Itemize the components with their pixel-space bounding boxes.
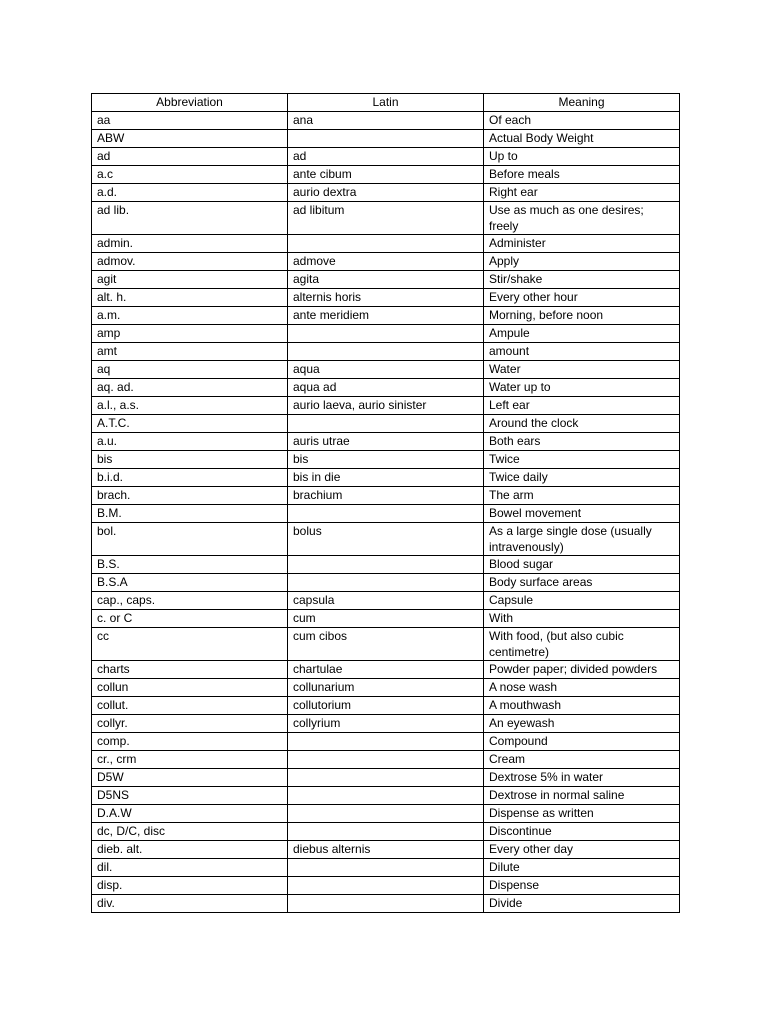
meaning-cell: With (484, 610, 680, 628)
table-row (92, 592, 680, 610)
meaning-cell: Morning, before noon (484, 307, 680, 325)
table-row (92, 841, 680, 859)
table-row (92, 235, 680, 253)
abbreviation-cell: agit (92, 271, 288, 289)
abbreviation-cell: disp. (92, 877, 288, 895)
abbreviation-table (91, 93, 680, 913)
abbreviation-cell: D.A.W (92, 805, 288, 823)
header-meaning: Meaning (484, 94, 680, 112)
latin-cell: capsula (288, 592, 484, 610)
meaning-cell: Left ear (484, 397, 680, 415)
meaning-cell: Discontinue (484, 823, 680, 841)
latin-cell: alternis horis (288, 289, 484, 307)
abbreviation-cell: dil. (92, 859, 288, 877)
latin-cell: collutorium (288, 697, 484, 715)
table-row (92, 271, 680, 289)
table-row (92, 859, 680, 877)
header-abbreviation: Abbreviation (92, 94, 288, 112)
meaning-cell: Dextrose in normal saline (484, 787, 680, 805)
latin-cell (288, 556, 484, 574)
table-row (92, 823, 680, 841)
table-row (92, 661, 680, 679)
table-header-row (92, 94, 680, 112)
table-row (92, 451, 680, 469)
table-row (92, 610, 680, 628)
meaning-cell: Dispense (484, 877, 680, 895)
meaning-cell: amount (484, 343, 680, 361)
latin-cell: ad libitum (288, 202, 484, 235)
meaning-cell: Twice daily (484, 469, 680, 487)
meaning-cell: Before meals (484, 166, 680, 184)
latin-cell: admove (288, 253, 484, 271)
latin-cell (288, 751, 484, 769)
abbreviation-cell: c. or C (92, 610, 288, 628)
abbreviation-cell: a.l., a.s. (92, 397, 288, 415)
table-row (92, 130, 680, 148)
latin-cell: brachium (288, 487, 484, 505)
table-row (92, 574, 680, 592)
table-row (92, 397, 680, 415)
meaning-cell: A nose wash (484, 679, 680, 697)
abbreviation-cell: B.S. (92, 556, 288, 574)
table-row (92, 679, 680, 697)
latin-cell (288, 895, 484, 913)
latin-cell (288, 325, 484, 343)
abbreviation-cell: cap., caps. (92, 592, 288, 610)
table-row (92, 112, 680, 130)
meaning-cell: Divide (484, 895, 680, 913)
abbreviation-cell: alt. h. (92, 289, 288, 307)
meaning-cell: Actual Body Weight (484, 130, 680, 148)
table-row (92, 556, 680, 574)
abbreviation-cell: D5NS (92, 787, 288, 805)
abbreviation-cell: collyr. (92, 715, 288, 733)
abbreviation-cell: a.c (92, 166, 288, 184)
table-row (92, 343, 680, 361)
abbreviation-cell: ad (92, 148, 288, 166)
abbreviation-cell: amp (92, 325, 288, 343)
table-row (92, 769, 680, 787)
latin-cell: aqua (288, 361, 484, 379)
latin-cell (288, 823, 484, 841)
abbreviation-cell: ABW (92, 130, 288, 148)
latin-cell: cum cibos (288, 628, 484, 661)
table-row (92, 148, 680, 166)
latin-cell (288, 574, 484, 592)
abbreviation-cell: cr., crm (92, 751, 288, 769)
table-row (92, 787, 680, 805)
latin-cell: chartulae (288, 661, 484, 679)
latin-cell: collyrium (288, 715, 484, 733)
table-row (92, 505, 680, 523)
meaning-cell: Capsule (484, 592, 680, 610)
meaning-cell: Administer (484, 235, 680, 253)
meaning-cell: Water (484, 361, 680, 379)
latin-cell: ante meridiem (288, 307, 484, 325)
table-row (92, 523, 680, 556)
latin-cell (288, 877, 484, 895)
abbreviation-cell: b.i.d. (92, 469, 288, 487)
meaning-cell: Stir/shake (484, 271, 680, 289)
latin-cell (288, 769, 484, 787)
meaning-cell: The arm (484, 487, 680, 505)
abbreviation-cell: A.T.C. (92, 415, 288, 433)
abbreviation-cell: aq. ad. (92, 379, 288, 397)
abbreviation-cell: charts (92, 661, 288, 679)
table-row (92, 805, 680, 823)
abbreviation-cell: aa (92, 112, 288, 130)
table-row (92, 325, 680, 343)
meaning-cell: Water up to (484, 379, 680, 397)
latin-cell: cum (288, 610, 484, 628)
abbreviation-cell: aq (92, 361, 288, 379)
meaning-cell: Both ears (484, 433, 680, 451)
abbreviation-cell: ad lib. (92, 202, 288, 235)
meaning-cell: Dilute (484, 859, 680, 877)
abbreviation-cell: comp. (92, 733, 288, 751)
meaning-cell: Around the clock (484, 415, 680, 433)
meaning-cell: Twice (484, 451, 680, 469)
table-row (92, 184, 680, 202)
table-row (92, 895, 680, 913)
table-row (92, 433, 680, 451)
meaning-cell: Bowel movement (484, 505, 680, 523)
meaning-cell: Dextrose 5% in water (484, 769, 680, 787)
table-row (92, 307, 680, 325)
table-row (92, 361, 680, 379)
meaning-cell: An eyewash (484, 715, 680, 733)
abbreviation-cell: B.M. (92, 505, 288, 523)
latin-cell (288, 130, 484, 148)
table-row (92, 379, 680, 397)
meaning-cell: Ampule (484, 325, 680, 343)
abbreviation-cell: admov. (92, 253, 288, 271)
abbreviation-cell: amt (92, 343, 288, 361)
meaning-cell: Right ear (484, 184, 680, 202)
meaning-cell: As a large single dose (usually intravenously) (484, 523, 680, 556)
table-row (92, 697, 680, 715)
table-row (92, 715, 680, 733)
latin-cell: aqua ad (288, 379, 484, 397)
latin-cell: ana (288, 112, 484, 130)
table-row (92, 166, 680, 184)
latin-cell (288, 733, 484, 751)
abbreviation-cell: dc, D/C, disc (92, 823, 288, 841)
table-row (92, 469, 680, 487)
latin-cell: bolus (288, 523, 484, 556)
latin-cell: agita (288, 271, 484, 289)
abbreviation-cell: cc (92, 628, 288, 661)
latin-cell (288, 787, 484, 805)
table-row (92, 253, 680, 271)
latin-cell: collunarium (288, 679, 484, 697)
latin-cell: bis (288, 451, 484, 469)
abbreviation-cell: bol. (92, 523, 288, 556)
meaning-cell: Blood sugar (484, 556, 680, 574)
latin-cell (288, 805, 484, 823)
table-row (92, 751, 680, 769)
abbreviation-cell: a.u. (92, 433, 288, 451)
table-body (92, 112, 680, 913)
latin-cell: bis in die (288, 469, 484, 487)
table-row (92, 415, 680, 433)
abbreviation-cell: brach. (92, 487, 288, 505)
table-row (92, 877, 680, 895)
latin-cell: diebus alternis (288, 841, 484, 859)
meaning-cell: Use as much as one desires; freely (484, 202, 680, 235)
abbreviation-cell: collun (92, 679, 288, 697)
abbreviation-cell: collut. (92, 697, 288, 715)
abbreviation-cell: a.d. (92, 184, 288, 202)
table-row (92, 202, 680, 235)
meaning-cell: With food, (but also cubic centimetre) (484, 628, 680, 661)
abbreviation-cell: dieb. alt. (92, 841, 288, 859)
abbreviation-cell: B.S.A (92, 574, 288, 592)
table-row (92, 289, 680, 307)
latin-cell (288, 505, 484, 523)
table-row (92, 487, 680, 505)
abbreviation-cell: a.m. (92, 307, 288, 325)
latin-cell (288, 859, 484, 877)
meaning-cell: Powder paper; divided powders (484, 661, 680, 679)
abbreviation-cell: bis (92, 451, 288, 469)
abbreviation-cell: D5W (92, 769, 288, 787)
table-row (92, 628, 680, 661)
latin-cell (288, 415, 484, 433)
meaning-cell: A mouthwash (484, 697, 680, 715)
meaning-cell: Apply (484, 253, 680, 271)
latin-cell (288, 235, 484, 253)
meaning-cell: Every other day (484, 841, 680, 859)
meaning-cell: Dispense as written (484, 805, 680, 823)
meaning-cell: Of each (484, 112, 680, 130)
header-latin: Latin (288, 94, 484, 112)
latin-cell: aurio dextra (288, 184, 484, 202)
latin-cell (288, 343, 484, 361)
meaning-cell: Every other hour (484, 289, 680, 307)
latin-cell: ad (288, 148, 484, 166)
latin-cell: aurio laeva, aurio sinister (288, 397, 484, 415)
meaning-cell: Cream (484, 751, 680, 769)
table-row (92, 733, 680, 751)
meaning-cell: Up to (484, 148, 680, 166)
meaning-cell: Compound (484, 733, 680, 751)
meaning-cell: Body surface areas (484, 574, 680, 592)
abbreviation-cell: admin. (92, 235, 288, 253)
abbreviation-cell: div. (92, 895, 288, 913)
latin-cell: ante cibum (288, 166, 484, 184)
latin-cell: auris utrae (288, 433, 484, 451)
